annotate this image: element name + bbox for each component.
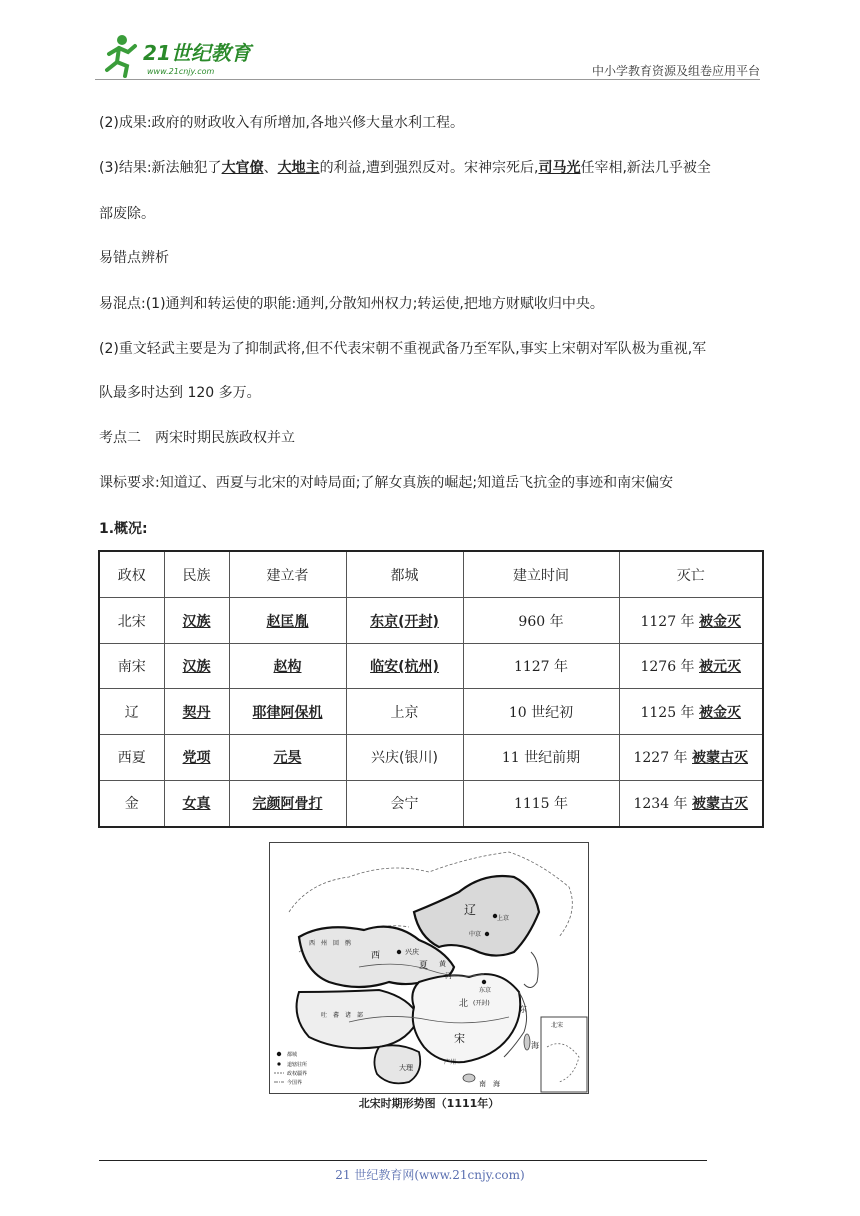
map-label-he: 河 <box>445 972 452 980</box>
platform-name: 中小学教育资源及组卷应用平台 <box>591 64 760 78</box>
map-legend-capital: 都城 <box>287 1052 298 1058</box>
paragraph-achievement: (2)成果:政府的财政收入有所增加,各地兴修大量水利工程。 <box>99 115 464 131</box>
map-label-dong: 东 <box>519 1005 527 1014</box>
cell-regime: 北宋 <box>99 598 164 644</box>
section-error-analysis: 易错点辨析 <box>99 250 169 266</box>
map-label-xingqing: 兴庆 <box>405 948 419 956</box>
map-inset-title: 北宋 <box>551 1022 564 1029</box>
footer-divider <box>99 1160 707 1161</box>
map-label-dongjing: 东京 <box>479 987 492 994</box>
table-row <box>99 598 763 644</box>
header-regime: 政权 <box>99 551 164 598</box>
keyword-sima-guang: 司马光 <box>538 160 581 176</box>
table-row <box>99 780 763 827</box>
cell-time: 960 年 <box>463 598 619 644</box>
cell-capital: 兴庆(银川) <box>346 735 463 781</box>
header-time: 建立时间 <box>463 551 619 598</box>
cell-founder: 赵构 <box>229 643 346 689</box>
header-founder: 建立者 <box>229 551 346 598</box>
site-logo <box>95 32 265 80</box>
cell-capital: 东京(开封) <box>346 598 463 644</box>
map-label-bei: 北 <box>459 999 469 1009</box>
paragraph-confusion-1: 易混点:(1)通判和转运使的职能:通判,分散知州权力;转运使,把地方财赋收归中央。 <box>99 296 604 312</box>
cell-founder: 赵匡胤 <box>229 598 346 644</box>
map-label-shangjing: 上京 <box>497 915 510 922</box>
map-label-xizhou-huihu: 西 州 回 鹘 <box>309 940 352 947</box>
svg-text:www.21cnjy.com: www.21cnjy.com <box>147 67 215 76</box>
table-row <box>99 643 763 689</box>
cell-end: 1127 年 被金灭 <box>619 598 763 644</box>
map-label-kaifeng: (开封) <box>473 1000 490 1007</box>
cell-time: 11 世纪前期 <box>463 735 619 781</box>
page-header <box>95 32 760 80</box>
subheading-overview: 1.概况: <box>99 521 148 537</box>
header-divider <box>95 79 760 80</box>
map-label-song: 宋 <box>454 1032 465 1045</box>
map-label-hai: 海 <box>531 1041 539 1050</box>
section-topic-two: 考点二 两宋时期民族政权并立 <box>99 430 295 446</box>
cell-end: 1125 年 被金灭 <box>619 689 763 735</box>
cell-regime: 西夏 <box>99 735 164 781</box>
northern-song-map <box>269 842 589 1094</box>
cell-founder: 元昊 <box>229 735 346 781</box>
keyword-officials: 大官僚 <box>221 160 264 176</box>
cell-regime: 辽 <box>99 689 164 735</box>
svg-text:21世纪教育: 21世纪教育 <box>143 41 251 65</box>
map-label-xi: 西 <box>371 951 381 961</box>
cell-time: 1127 年 <box>463 643 619 689</box>
cell-ethnic: 契丹 <box>164 689 229 735</box>
map-legend-border: 政权疆界 <box>287 1071 308 1077</box>
header-capital: 都城 <box>346 551 463 598</box>
map-caption: 北宋时期形势图（1111年） <box>358 1097 500 1110</box>
header-ethnic: 民族 <box>164 551 229 598</box>
paragraph-confusion-2: (2)重文轻武主要是为了抑制武将,但不代表宋朝不重视武备乃至军队,事实上宋朝对军队极为重视,军 <box>99 341 707 357</box>
table-row <box>99 689 763 735</box>
map-legend-route: 道辖驻所 <box>287 1062 308 1068</box>
map-label-xia: 夏 <box>419 961 429 971</box>
cell-end: 1276 年 被元灭 <box>619 643 763 689</box>
cell-founder: 完颜阿骨打 <box>229 780 346 827</box>
cell-ethnic: 党项 <box>164 735 229 781</box>
cell-time: 10 世纪初 <box>463 689 619 735</box>
keyword-landlords: 大地主 <box>277 160 320 176</box>
paragraph-result-cont: 部废除。 <box>99 206 155 222</box>
map-label-tubo: 吐 蕃 诸 部 <box>321 1012 364 1019</box>
cell-end: 1234 年 被蒙古灭 <box>619 780 763 827</box>
map-label-liao: 辽 <box>464 903 477 917</box>
cell-end: 1227 年 被蒙古灭 <box>619 735 763 781</box>
cell-regime: 金 <box>99 780 164 827</box>
cell-ethnic: 女真 <box>164 780 229 827</box>
map-legend-modern: 今国界 <box>287 1080 303 1086</box>
map-label-zhongjing: 中京 <box>469 931 482 938</box>
map-label-guangzhou: 广州 <box>444 1059 457 1066</box>
cell-ethnic: 汉族 <box>164 598 229 644</box>
paragraph-confusion-2-cont: 队最多时达到 120 多万。 <box>99 385 261 401</box>
paragraph-curriculum: 课标要求:知道辽、西夏与北宋的对峙局面;了解女真族的崛起;知道岳飞抗金的事迹和南宋偏安 <box>99 475 674 491</box>
cell-time: 1115 年 <box>463 780 619 827</box>
table-header-row <box>99 551 763 598</box>
footer-site[interactable]: 21 世纪教育网(www.21cnjy.com) <box>335 1168 525 1182</box>
map-label-dali: 大理 <box>399 1064 413 1072</box>
paragraph-result: (3)结果:新法触犯了大官僚、大地主的利益,遭到强烈反对。宋神宗死后,司马光任宰相,新法几乎被全 <box>99 160 711 176</box>
cell-capital: 临安(杭州) <box>346 643 463 689</box>
cell-founder: 耶律阿保机 <box>229 689 346 735</box>
cell-regime: 南宋 <box>99 643 164 689</box>
table-row <box>99 735 763 781</box>
cell-capital: 会宁 <box>346 780 463 827</box>
cell-ethnic: 汉族 <box>164 643 229 689</box>
cell-capital: 上京 <box>346 689 463 735</box>
header-end: 灭亡 <box>619 551 763 598</box>
map-label-nanhai: 南 海 <box>479 1080 500 1088</box>
map-label-huang: 黄 <box>439 960 446 968</box>
regimes-table <box>98 550 764 828</box>
